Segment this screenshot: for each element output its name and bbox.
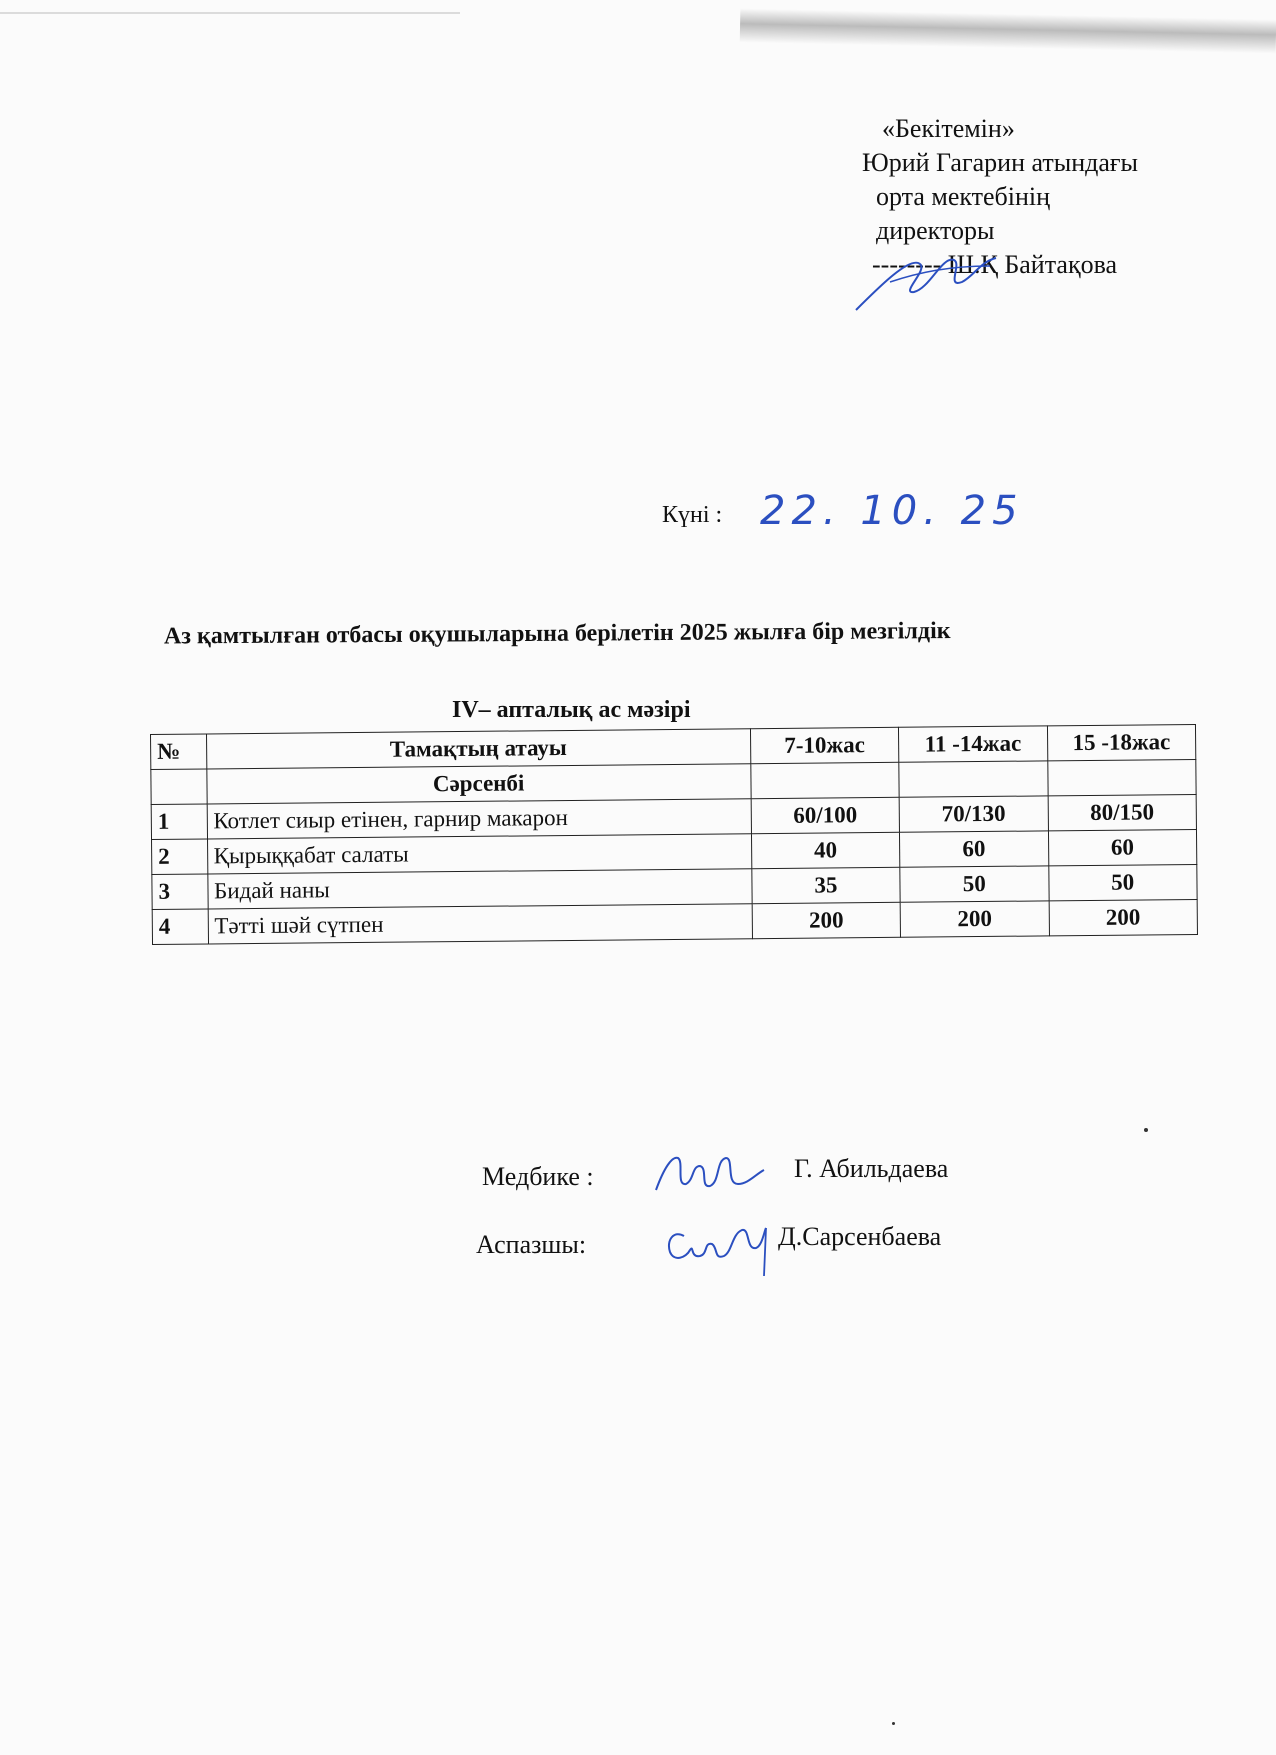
approval-position: директоры: [876, 216, 995, 245]
scan-speck: [892, 1722, 895, 1725]
menu-table: [150, 724, 1198, 945]
scan-artifact-line: [0, 12, 460, 14]
row-number: 4: [152, 909, 208, 945]
day-empty-cell: [751, 762, 900, 798]
dish-name: Тәтті шәй сүтпен: [208, 904, 753, 944]
dish-name: Бидай наны: [207, 869, 752, 909]
dish-name: Қырыққабат салаты: [207, 834, 752, 874]
scan-speck: [1144, 1128, 1148, 1132]
approval-director-name: -------- Ш.Қ Байтақова: [872, 250, 1118, 279]
nurse-name: Г. Абильдаева: [794, 1154, 949, 1183]
header-dish-name: Тамақтың атауы: [206, 729, 751, 769]
day-number-cell: [151, 769, 207, 805]
day-name: Сәрсенбі: [206, 764, 751, 804]
cook-name: Д.Сарсенбаева: [778, 1222, 942, 1251]
document-subtitle: IV– апталық ас мәзірі: [452, 697, 691, 723]
cook-label: Аспазшы:: [476, 1230, 587, 1259]
portion-11-14: 70/130: [899, 796, 1048, 832]
header-age-7-10: 7-10жас: [750, 727, 899, 763]
portion-11-14: 200: [900, 901, 1049, 937]
portion-7-10: 60/100: [751, 797, 900, 833]
portion-11-14: 60: [900, 831, 1049, 867]
date-label: Күні :: [662, 502, 723, 528]
portion-7-10: 35: [752, 867, 901, 903]
approval-heading: «Бекітемін»: [882, 114, 1015, 143]
cook-signature-icon: [660, 1210, 780, 1280]
portion-15-18: 80/150: [1048, 794, 1197, 830]
dish-name: Котлет сиыр етінен, гарнир макарон: [207, 799, 752, 839]
portion-7-10: 200: [752, 902, 901, 938]
portion-15-18: 200: [1049, 899, 1198, 935]
approval-school-line: Юрий Гагарин атындағы: [862, 148, 1139, 177]
nurse-signature-icon: [650, 1148, 770, 1198]
header-number: №: [151, 734, 207, 770]
portion-11-14: 50: [900, 866, 1049, 902]
portion-7-10: 40: [751, 832, 900, 868]
date-handwritten: 22. 10. 25: [760, 488, 1024, 534]
scan-artifact-edge: [740, 8, 1276, 53]
portion-15-18: 50: [1048, 864, 1197, 900]
header-age-15-18: 15 -18жас: [1047, 724, 1196, 760]
row-number: 1: [151, 804, 207, 840]
header-age-11-14: 11 -14жас: [899, 726, 1048, 762]
day-empty-cell: [899, 761, 1048, 797]
day-empty-cell: [1047, 759, 1196, 795]
document-title: Аз қамтылған отбасы оқушыларына берілетін 2025 жылға бір мезгілдік: [163, 618, 951, 650]
director-signature-icon: [850, 236, 1000, 316]
approval-school-line2: орта мектебінің: [876, 182, 1051, 211]
row-number: 2: [152, 839, 208, 875]
portion-15-18: 60: [1048, 829, 1197, 865]
nurse-label: Медбике :: [482, 1162, 594, 1191]
row-number: 3: [152, 874, 208, 910]
